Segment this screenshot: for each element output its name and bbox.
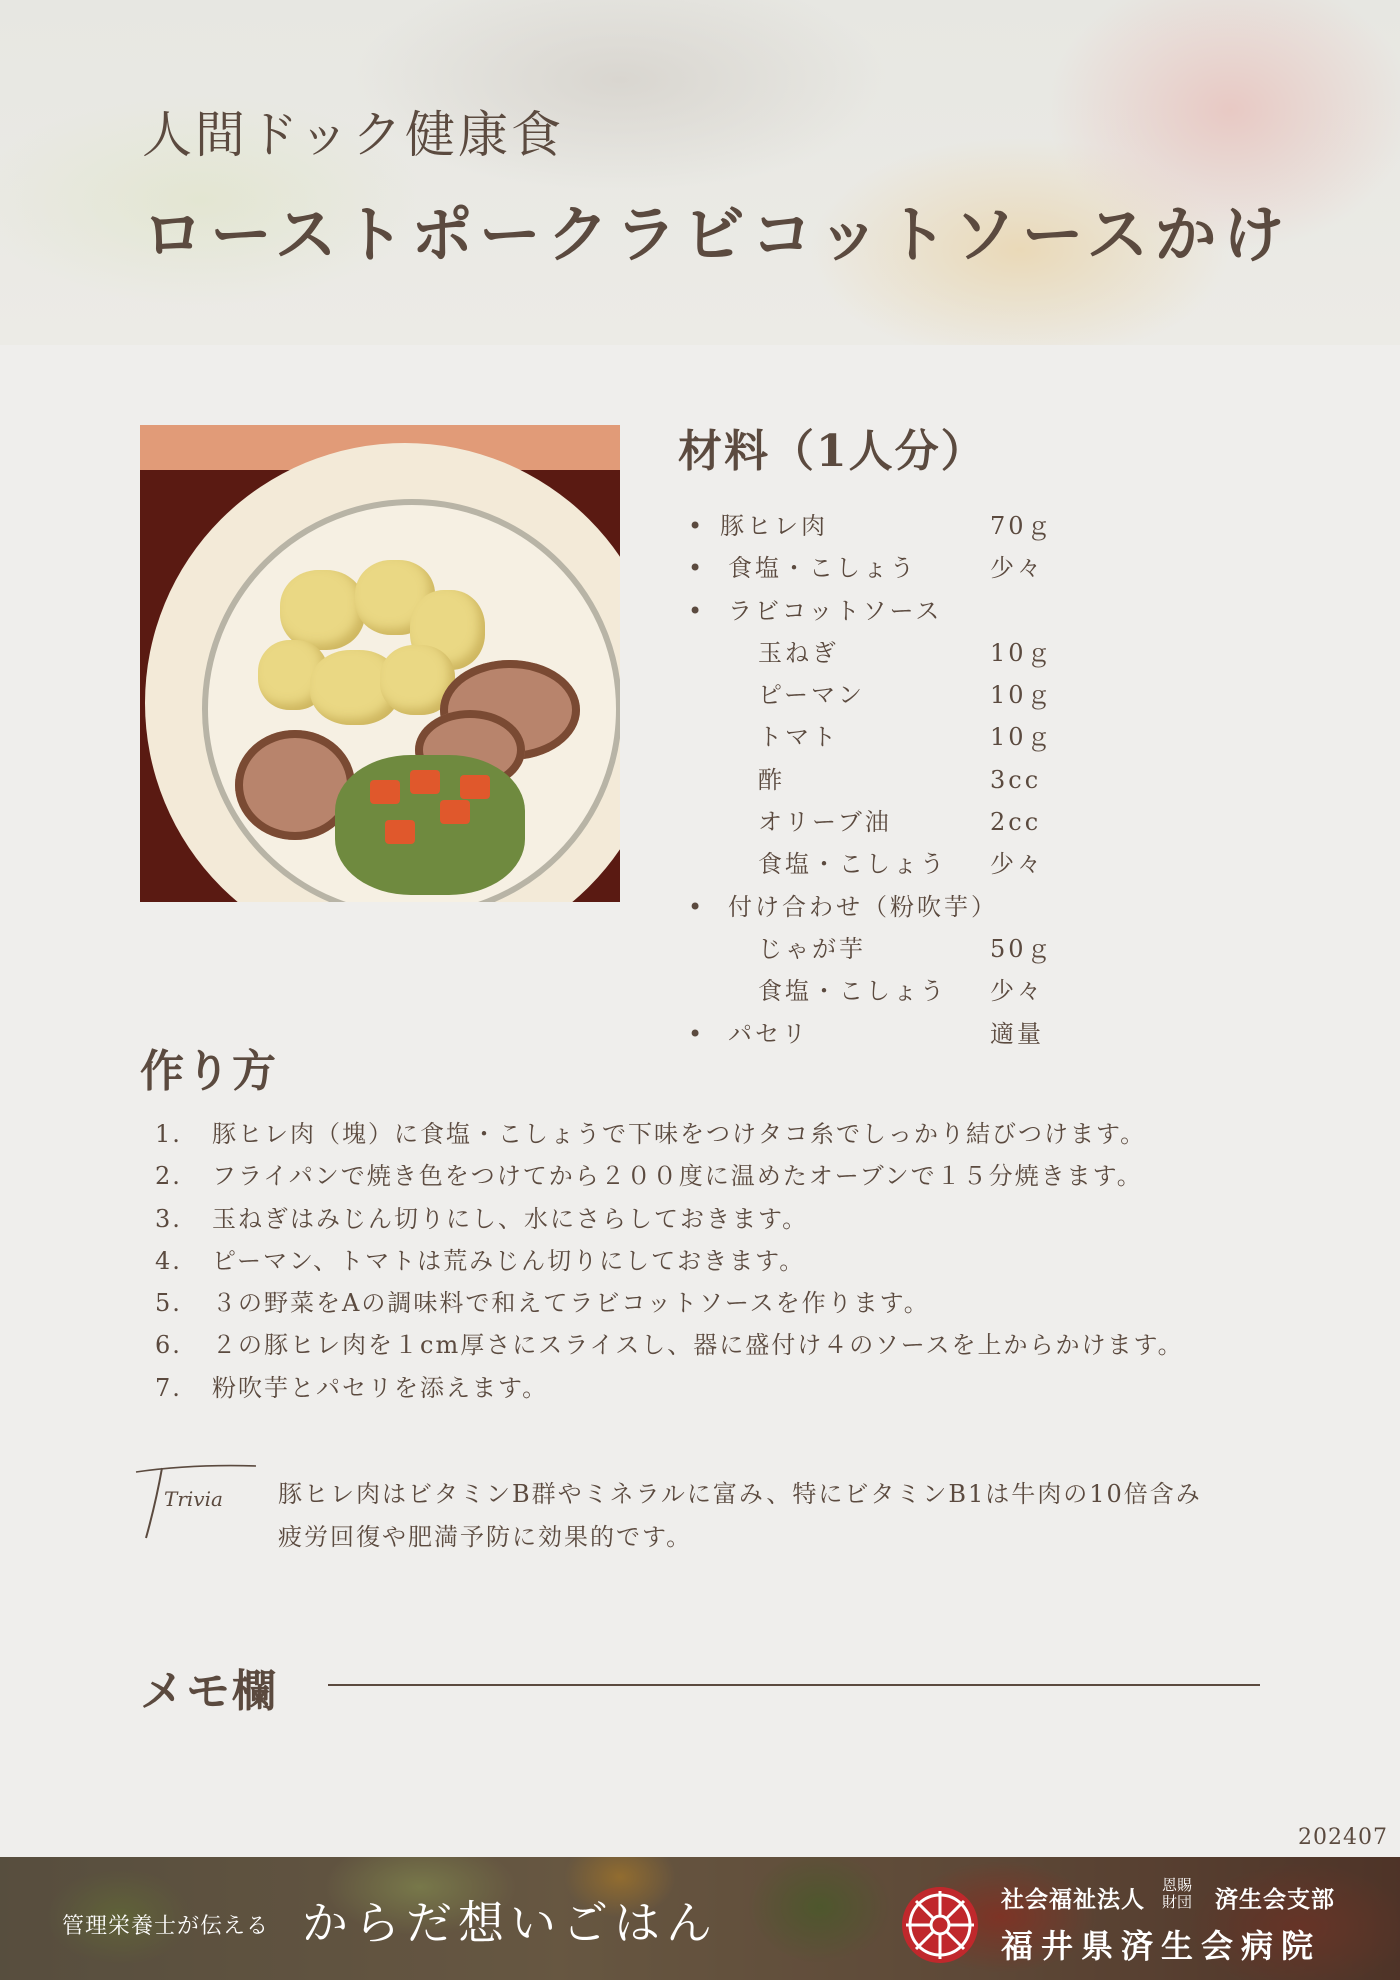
step-number: 4. <box>155 1246 182 1275</box>
method-heading: 作り方 <box>140 1046 278 1097</box>
ingredient-bullet: • <box>688 1019 706 1048</box>
ingredient-name: ラビコットソース <box>728 596 943 625</box>
ingredient-name: 酢 <box>758 765 785 794</box>
ingredient-row <box>680 843 1140 885</box>
page-title: ローストポークラビコットソースかけ <box>142 198 1291 271</box>
step-text: ２の豚ヒレ肉を１cm厚さにスライスし、器に盛付け４のソースを上からかけます。 <box>212 1331 1184 1360</box>
ingredient-amount: 少々 <box>990 977 1044 1006</box>
ingredient-name: 付け合わせ（粉吹芋） <box>728 892 998 921</box>
org-hospital-name: 福井県済生会病院 <box>1001 1927 1322 1965</box>
ingredient-bullet: • <box>688 892 706 921</box>
trivia-logo <box>132 1462 262 1544</box>
ingredient-amount: 50ｇ <box>990 934 1054 963</box>
trivia-label: Trivia <box>164 1487 223 1511</box>
org-corporation: 社会福祉法人 <box>1001 1886 1145 1913</box>
ingredient-row <box>680 547 1140 589</box>
memo-line <box>328 1684 1260 1686</box>
tomato-piece <box>370 780 400 804</box>
ingredient-name: パセリ <box>728 1019 809 1048</box>
step-text: 豚ヒレ肉（塊）に食塩・こしょうで下味をつけタコ糸でしっかり結びつけます。 <box>212 1120 1147 1148</box>
step-number: 2. <box>155 1162 182 1191</box>
ingredient-name: 玉ねぎ <box>758 638 839 667</box>
ingredient-row <box>680 886 1140 928</box>
step-text: 粉吹芋とパセリを添えます。 <box>212 1373 549 1402</box>
tomato-piece <box>440 800 470 824</box>
ingredient-amount: 10ｇ <box>990 638 1054 667</box>
step-text: フライパンで焼き色をつけてから２００度に温めたオーブンで１５分焼きます。 <box>212 1162 1143 1191</box>
potato <box>280 570 365 650</box>
ingredients-list <box>680 505 1140 1055</box>
ingredient-bullet: • <box>688 554 706 583</box>
footer-series-title: からだ想いごはん <box>302 1896 718 1950</box>
step-text: ピーマン、トマトは荒みじん切りにしておきます。 <box>212 1246 806 1275</box>
memo-heading: メモ欄 <box>140 1666 278 1717</box>
ingredient-row <box>680 1013 1140 1055</box>
ingredient-amount: 2cc <box>990 808 1042 837</box>
ingredient-row <box>680 674 1140 716</box>
footer-tagline: 管理栄養士が伝える <box>62 1914 270 1939</box>
step-text: 玉ねぎはみじん切りにし、水にさらしておきます。 <box>212 1204 809 1233</box>
step-text: ３の野菜をAの調味料で和えてラビコットソースを作ります。 <box>212 1289 930 1318</box>
ingredient-row <box>680 970 1140 1012</box>
tomato-piece <box>460 775 490 799</box>
saiseikai-emblem-icon <box>898 1883 982 1967</box>
ingredient-amount: 10ｇ <box>990 681 1054 710</box>
issue-code: 202407 <box>1298 1825 1388 1850</box>
ingredient-name: 豚ヒレ肉 <box>720 512 828 540</box>
ingredient-row <box>680 759 1140 801</box>
tomato-piece <box>410 770 440 794</box>
ingredient-row <box>680 590 1140 632</box>
page-subtitle: 人間ドック健康食 <box>142 106 564 164</box>
step-number: 7. <box>155 1373 182 1402</box>
ingredient-bullet: • <box>688 596 706 625</box>
ingredient-amount: 適量 <box>990 1019 1044 1048</box>
ingredient-name: じゃが芋 <box>758 934 866 963</box>
step-number: 6. <box>155 1331 182 1360</box>
ingredient-row <box>680 801 1140 843</box>
org-branch: 済生会支部 <box>1215 1886 1335 1913</box>
trivia-line-2: 疲労回復や肥満予防に効果的です。 <box>278 1523 693 1551</box>
ingredient-name: オリーブ油 <box>758 808 892 837</box>
org-foundation: 恩賜財団 <box>1162 1876 1193 1911</box>
ingredient-amount: 10ｇ <box>990 723 1054 752</box>
ingredient-row <box>680 716 1140 758</box>
ingredient-name: トマト <box>758 723 839 752</box>
step-number: 5. <box>155 1289 182 1318</box>
step-number: 1. <box>155 1120 182 1148</box>
ingredient-amount: 少々 <box>990 554 1044 583</box>
ingredient-name: ピーマン <box>758 681 866 710</box>
header-banner <box>0 0 1400 345</box>
ingredient-row <box>680 928 1140 970</box>
ingredient-amount: 3cc <box>990 765 1042 794</box>
dish-photo <box>140 425 620 902</box>
ingredient-amount: 少々 <box>990 850 1044 879</box>
tomato-piece <box>385 820 415 844</box>
footer-banner <box>0 1857 1400 1980</box>
trivia-text <box>278 1473 1202 1559</box>
ingredient-row <box>680 505 1140 547</box>
trivia-line-1: 豚ヒレ肉はビタミンB群やミネラルに富み、特にビタミンB1は牛肉の10倍含み <box>278 1480 1202 1508</box>
ingredients-heading: 材料（1人分） <box>678 426 987 477</box>
ingredient-name: 食塩・こしょう <box>758 977 947 1006</box>
ingredient-row <box>680 632 1140 674</box>
ingredient-amount: 70ｇ <box>990 512 1054 540</box>
ingredient-name: 食塩・こしょう <box>728 554 917 583</box>
ingredient-bullet: • <box>688 512 706 540</box>
ingredient-name: 食塩・こしょう <box>758 850 947 879</box>
step-number: 3. <box>155 1204 182 1233</box>
